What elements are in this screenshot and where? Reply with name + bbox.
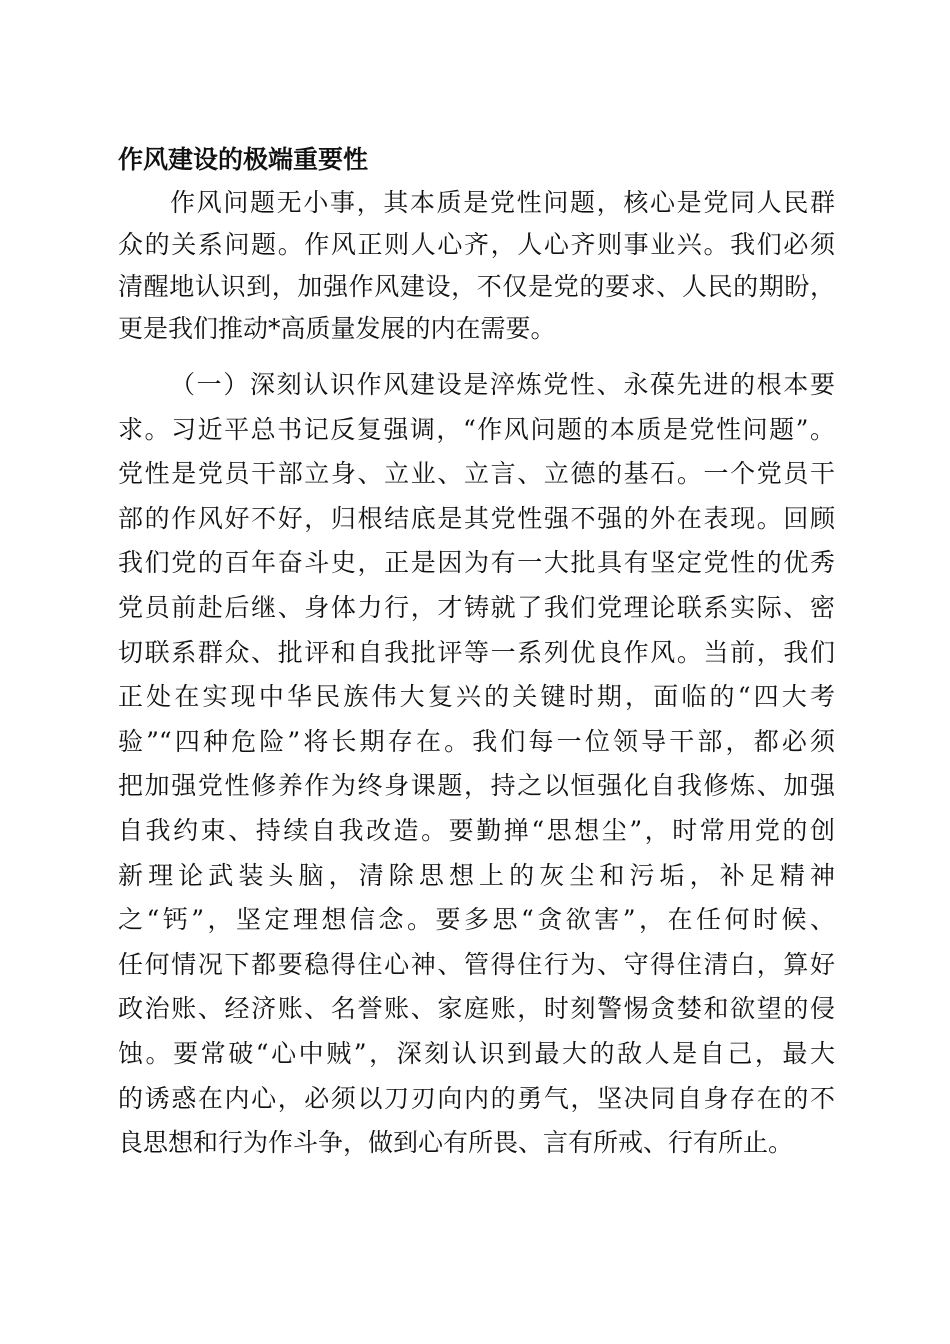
paragraph-line: 我们党的百年奋斗史，正是因为有一大批具有坚定党性的优秀 [118, 548, 835, 578]
paragraph-line: 切联系群众、批评和自我批评等一系列优良作风。当前，我们 [118, 637, 835, 667]
paragraph-line: 政治账、经济账、名誉账、家庭账，时刻警惕贪婪和欲望的侵 [118, 994, 835, 1024]
paragraph-line: 自我约束、持续自我改造。要勤掸“思想尘”，时常用党的创 [118, 815, 835, 845]
section-title: 作风建设的极端重要性 [118, 145, 369, 174]
paragraph-line: 的诱惑在内心，必须以刀刃向内的勇气，坚决同自身存在的不 [118, 1083, 835, 1113]
paragraph-2 [118, 363, 835, 1166]
paragraph-line: 作风问题无小事，其本质是党性问题，核心是党同人民群 [170, 188, 835, 217]
paragraph-line: 清醒地认识到，加强作风建设，不仅是党的要求、人民的期盼， [118, 272, 835, 301]
paragraph-line: 验”“四种危险”将长期存在。我们每一位领导干部，都必须 [118, 726, 835, 756]
paragraph-line: 部的作风好不好，归根结底是其党性强不强的外在表现。回顾 [118, 503, 835, 533]
paragraph-line: 蚀。要常破“心中贼”，深刻认识到最大的敌人是自己，最大 [118, 1038, 835, 1068]
paragraph-line: 众的关系问题。作风正则人心齐，人心齐则事业兴。我们必须 [118, 230, 835, 259]
paragraph-line: 党性是党员干部立身、立业、立言、立德的基石。一个党员干 [118, 459, 835, 489]
paragraph-line: 任何情况下都要稳得住心神、管得住行为、守得住清白，算好 [118, 949, 835, 979]
paragraph-line: 之“钙”，坚定理想信念。要多思“贪欲害”，在任何时候、 [118, 905, 835, 935]
paragraph-line: 党员前赴后继、身体力行，才铸就了我们党理论联系实际、密 [118, 592, 835, 622]
paragraph-line: 求。习近平总书记反复强调，“作风问题的本质是党性问题”。 [118, 414, 835, 444]
paragraph-line: 新理论武装头脑，清除思想上的灰尘和污垢，补足精神 [118, 860, 835, 890]
paragraph-line: （一）深刻认识作风建设是淬炼党性、永葆先进的根本要 [170, 370, 835, 399]
paragraph-line: 更是我们推动*高质量发展的内在需要。 [118, 314, 556, 343]
paragraph-1 [118, 182, 835, 350]
paragraph-line: 正处在实现中华民族伟大复兴的关键时期，面临的“四大考 [118, 682, 835, 712]
paragraph-line: 良思想和行为作斗争，做到心有所畏、言有所戒、行有所止。 [118, 1128, 794, 1158]
paragraph-line: 把加强党性修养作为终身课题，持之以恒强化自我修炼、加强 [118, 771, 835, 801]
